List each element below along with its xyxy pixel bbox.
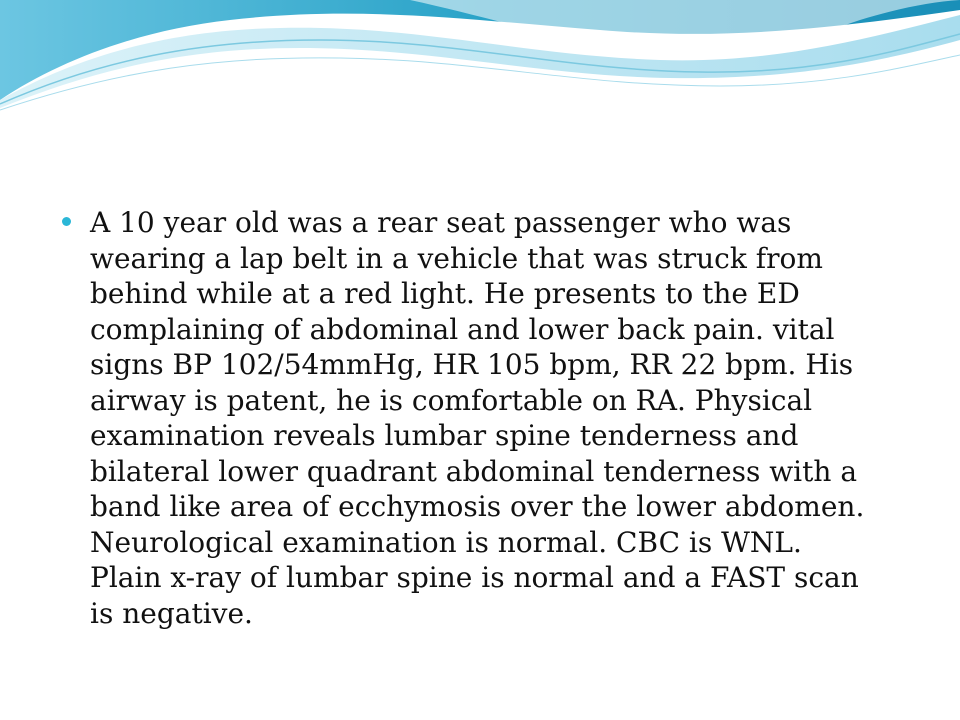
- bullet-item: [62, 205, 922, 631]
- header-wave-decoration: [0, 0, 960, 120]
- bullet-dot-icon: [62, 217, 71, 226]
- slide-body: [62, 205, 922, 631]
- case-description-text: A 10 year old was a rear seat passenger who was wearing a lap belt in a vehicle that was struck from behind while at a red light. He presents to the ED complaining of abdominal and lower back pain. vital signs BP 102/54mmHg, HR 105 bpm, RR 22 bpm. His airway is patent, he is comfortable on RA. Physical examination reveals lumbar spine tenderness and bilateral lower quadrant abdominal tenderness with a band like area of ecchymosis over the lower abdomen. Neurological examination is normal. CBC is WNL. Plain x-ray of lumbar spine is normal and a FAST scan is negative.: [90, 206, 865, 630]
